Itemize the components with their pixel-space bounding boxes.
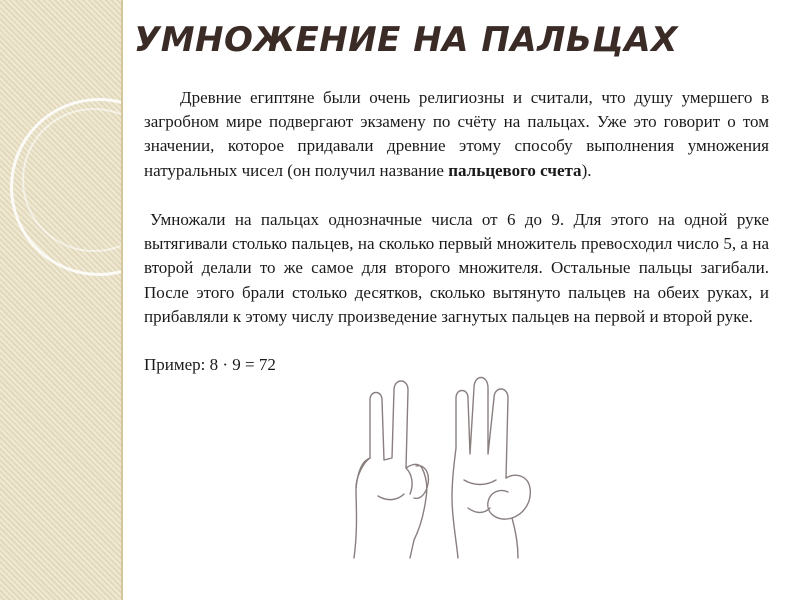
right-hand-palm-line [464,480,496,513]
paragraph-history-text: Древние египтяне были очень религиозны и считали, что душу умершего в загробном мире подвергают экзамену по счёту на пальцах. Уже это говорит о том значении, которое придавали древние этому способу выполнения умножения натуральных чисел (он получил название [144,88,769,180]
paragraph-method: Умножали на пальцах однозначные числа от 6 до 9. Для этого на одной руке вытягивали столько пальцев, на сколько первый множитель превосходил число 5, а на второй делали то же самое для второго множителя. Остальные пальцы загибали. После этого брали столько десятков, сколько вытянуто пальцев на обеих руках, и прибавляли к этому числу произведение загнутых пальцев на первой и второй руке. [144,210,769,326]
left-hand-palm-line [378,494,404,500]
paragraph-history-tail: ). [581,160,592,180]
right-hand-wrist [512,518,518,558]
left-hand-outline [356,381,427,558]
hands-illustration [348,368,538,560]
example-text: Пример: 8 · 9 = 72 [144,355,276,374]
decorative-side-panel [0,0,121,600]
side-panel-border [121,0,123,600]
slide-title: УМНОЖЕНИЕ НА ПАЛЬЦАХ [134,20,678,60]
left-hand-folded-fingers [354,458,428,558]
paragraph-history [144,86,769,183]
right-hand-outline [452,378,508,559]
hands-drawing [348,368,538,560]
bold-term: пальцевого счета [448,160,582,180]
